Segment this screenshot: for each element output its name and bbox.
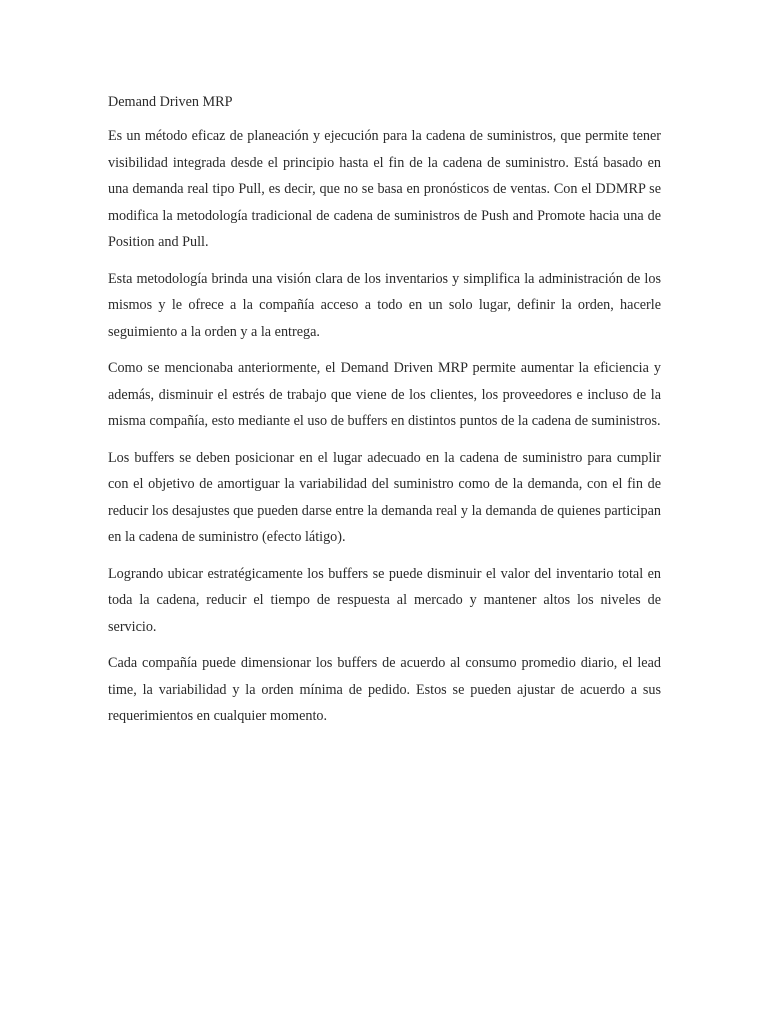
paragraph-buffer-positioning: Los buffers se deben posicionar en el lugar adecuado en la cadena de suministro para cumplir con el objetivo de amortiguar la variabilidad del suministro como de la demanda, con el fin de reducir los desajustes que pueden darse entre la demanda real y la demanda de quienes participan en la cadena de suministro (efecto látigo). xyxy=(108,449,661,545)
document-body xyxy=(108,91,661,740)
paragraph-inventory-visibility: Esta metodología brinda una visión clara de los inventarios y simplifica la administración de los mismos y le ofrece a la compañía acceso a todo en un solo lugar, definir la orden, hacerle seguimiento a la orden y a la entrega. xyxy=(108,270,661,340)
paragraph-definition: Es un método eficaz de planeación y ejecución para la cadena de suministros, que permite tener visibilidad integrada desde el principio hasta el fin de la cadena de suministro. Está basado en una demanda real tipo Pull, es decir, que no se basa en pronósticos de ventas. Con el DDMRP se modifica la metodología tradicional de cadena de suministros de Push and Promote hacia una de Position and Pull. xyxy=(108,128,661,250)
document-title: Demand Driven MRP xyxy=(108,94,233,110)
paragraph-strategic-buffers: Logrando ubicar estratégicamente los buffers se puede disminuir el valor del inventario total en toda la cadena, reducir el tiempo de respuesta al mercado y mantener altos los niveles de servicio. xyxy=(108,565,661,635)
paragraph-buffer-sizing: Cada compañía puede dimensionar los buffers de acuerdo al consumo promedio diario, el lead time, la variabilidad y la orden mínima de pedido. Estos se pueden ajustar de acuerdo a sus requerimientos en cualquier momento. xyxy=(108,655,661,724)
paragraph-efficiency: Como se mencionaba anteriormente, el Demand Driven MRP permite aumentar la eficiencia y además, disminuir el estrés de trabajo que viene de los clientes, los proveedores e incluso de la misma compañía, esto mediante el uso de buffers en distintos puntos de la cadena de suministros. xyxy=(108,360,661,429)
